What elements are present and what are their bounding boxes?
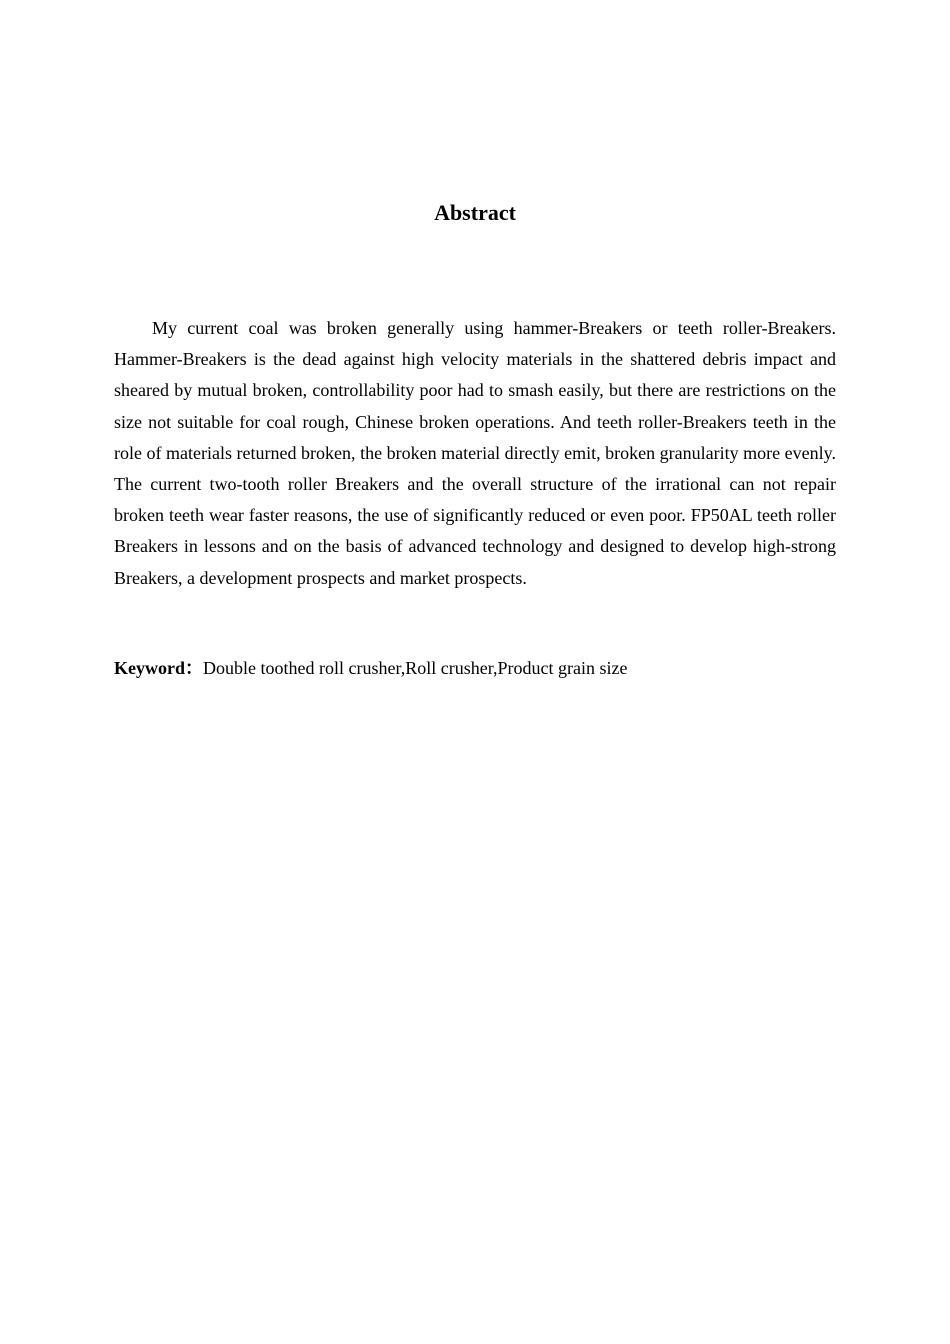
abstract-paragraph: My current coal was broken generally using hammer-Breakers or teeth roller-Breakers. Hammer-Breakers is the dead against high velocity materials in the shattered debris impact and sheared by mutual broken, controllability poor had to smash easily, but there are restrictions on the size not suitable for coal rough, Chinese broken operations. And teeth roller-Breakers teeth in the role of materials returned broken, the broken material directly emit, broken granularity more evenly. The current two-tooth roller Breakers and the overall structure of the irrational can not repair broken teeth wear faster reasons, the use of significantly reduced or even poor. FP50AL teeth roller Breakers in lessons and on the basis of advanced technology and designed to develop high-strong Breakers, a development prospects and market prospects. — [114, 318, 836, 588]
page-title: Abstract — [434, 200, 516, 225]
keywords-line — [114, 653, 836, 684]
keywords-text: Double toothed roll crusher,Roll crusher,Product grain size — [203, 658, 628, 678]
keywords-label: Keyword： — [114, 658, 203, 678]
